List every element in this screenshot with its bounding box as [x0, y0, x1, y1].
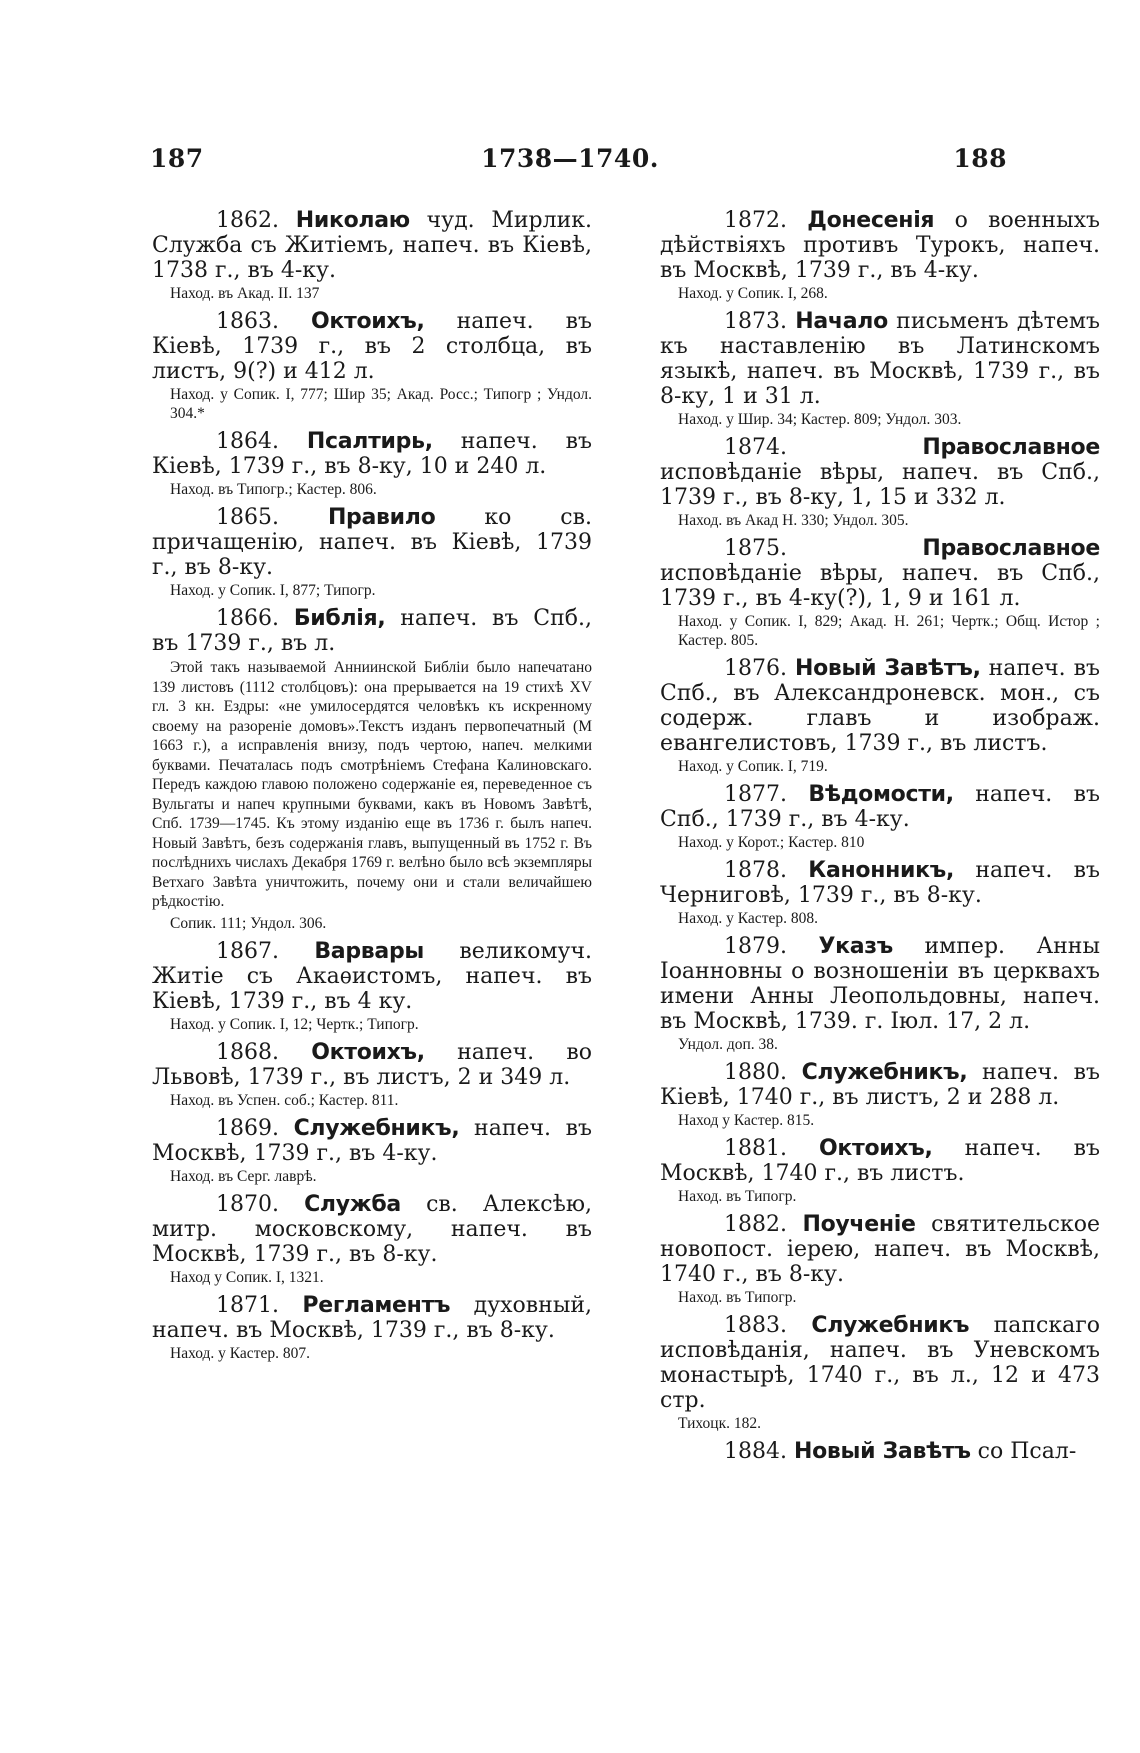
entry-number: 1865. [216, 505, 279, 530]
catalog-entry [660, 309, 1100, 429]
catalog-entry [660, 1136, 1100, 1206]
entry-description: Этой такъ называемой Анниинской Библіи было напечатано 139 листовъ (1112 столбцовъ): она прерывается на 19 стихѣ XV гл. 3 кн. Ездры: «не умилосердятся человѣкъ къ искренному своему на разореніе домовъ».Текстъ изданъ первопечатный (М 1663 г.), а исправленія внизу, подъ чертою, напеч. мелкими буквами. Печаталась подъ смотрѣніемъ Стефана Калиновскаго. Передъ каждою главою положено содержаніе ея, переведенное съ Вульгаты и напеч крупными буквами, какъ въ Новомъ Завѣтѣ, Спб. 1739—1745. Къ этому изданію еще въ 1736 г. былъ напеч. Новый Завѣтъ, безъ содержанія главъ, выпущенный въ 1752 г. Въ послѣднихъ числахъ Декабря 1769 г. велѣно было всѣ экземпляры Ветхаго Завѣта уничтожить, почему они и стали величайшею рѣдкостію. [152, 659, 592, 910]
catalog-entry [152, 1116, 592, 1186]
entry-number: 1871. [216, 1292, 279, 1318]
catalog-entry [152, 505, 592, 600]
entry-location-note: Наход. въ Успен. соб.; Кастер. 811. [170, 1091, 399, 1109]
entry-main-text [660, 934, 1100, 1034]
catalog-entry [660, 435, 1100, 530]
entry-title: Вѣдомости, [808, 782, 954, 807]
entry-title: Служба [304, 1191, 401, 1217]
entry-title: Октоихъ, [311, 309, 425, 334]
entry-location-note: Наход у Сопик. I, 1321. [170, 1268, 324, 1286]
entry-number: 1875. [724, 536, 787, 561]
catalog-entry [152, 606, 592, 933]
entry-title: Указъ [818, 934, 894, 959]
entry-text: о военныхъ дѣйствіяхъ противъ Турокъ, напеч. въ Москвѣ, 1739 г., въ 4-ку. [660, 208, 1101, 283]
entry-main-text [152, 606, 592, 656]
entry-location-note: Ундол. доп. 38. [678, 1036, 778, 1053]
right-column [660, 208, 1100, 1470]
entry-text: духовный, напеч. въ Москвѣ, 1739 г., въ 8-ку. [152, 1292, 592, 1343]
entry-number: 1870. [216, 1191, 279, 1217]
entry-main-text [660, 656, 1100, 756]
catalog-entry [152, 1192, 592, 1287]
entry-number: 1867. [216, 938, 279, 964]
entry-title: Октоихъ, [311, 1039, 425, 1065]
entry-location-note: Наход. у Шир. 34; Кастер. 809; Ундол. 303. [678, 411, 962, 428]
entry-title: Поученіе [802, 1212, 916, 1237]
entry-number: 1869. [216, 1115, 279, 1141]
entry-main-text [152, 1293, 592, 1343]
entry-text: напеч. въ Спб., 1739 г., въ 4-ку. [660, 782, 1100, 832]
entry-location-note: Наход. въ Типогр. [678, 1188, 797, 1205]
entry-main-text [660, 435, 1100, 510]
entry-number: 1883. [724, 1313, 787, 1338]
entry-number: 1881. [724, 1136, 787, 1161]
catalog-entry [660, 1212, 1100, 1307]
entry-text: напеч. въ Спб., въ Александроневск. мон., съ содерж. главъ и изображ. евангелистовъ, 1739 г., въ листъ. [660, 656, 1100, 756]
entry-number: 1868. [216, 1039, 279, 1065]
entry-text: напеч. въ Кіевѣ, 1739 г., въ 2 столбца, въ листъ, 9(?) и 412 л. [152, 309, 592, 384]
entry-text: импер. Анны Іоанновны о возношеніи въ церквахъ имени Анны Леопольдовны, напеч. въ Москвѣ, 1739. г. Іюл. 17, 2 л. [660, 934, 1100, 1034]
entry-location-note: Наход. у Кастер. 807. [170, 1344, 310, 1362]
entry-text: исповѣданіе вѣры, напеч. въ Спб., 1739 г., въ 4-ку(?), 1, 9 и 161 л. [660, 561, 1100, 611]
catalog-entry [660, 934, 1100, 1054]
entry-text: папскаго исповѣданія, напеч. въ Уневскомъ монастырѣ, 1740 г., въ л., 12 и 473 стр. [660, 1313, 1100, 1413]
catalog-entry [660, 656, 1100, 776]
entry-location-note: Сопик. 111; Ундол. 306. [170, 914, 327, 932]
entry-location-note: Наход. въ Типогр. [678, 1289, 797, 1306]
entry-location-note: Наход. въ Серг. лаврѣ. [170, 1167, 317, 1185]
entry-main-text [660, 1136, 1100, 1186]
entry-main-text [152, 1192, 592, 1267]
entry-location-note: Наход. у Сопик. I, 829; Акад. Н. 261; Чертк.; Общ. Истор ; Кастер. 805. [678, 613, 1100, 649]
entry-main-text [152, 505, 592, 580]
entry-title: Новый Завѣтъ, [794, 656, 981, 681]
entry-main-text [152, 429, 592, 479]
entry-title: Николаю [295, 208, 410, 233]
entry-text: ко св. причащенію, напеч. въ Кіевѣ, 1739 г., въ 8-ку. [152, 505, 592, 580]
entry-text: великомуч. Житіе съ Акаѳистомъ, напеч. въ Кіевѣ, 1739 г., въ 4 ку. [152, 938, 592, 1014]
entry-text: напеч. въ Кіевѣ, 1739 г., въ 8-ку, 10 и 240 л. [152, 429, 592, 479]
catalog-entry [660, 1060, 1100, 1130]
entry-location-note: Наход. у Сопик. I, 719. [678, 758, 828, 775]
entry-title: Православное [922, 435, 1100, 460]
entry-location-note: Наход. у Сопик. I, 12; Чертк.; Типогр. [170, 1015, 419, 1033]
entry-location-note: Наход. въ Акад Н. 330; Ундол. 305. [678, 512, 909, 529]
entry-number: 1884. [724, 1439, 787, 1464]
entry-location-note: Наход. у Сопик. I, 268. [678, 285, 828, 302]
catalog-entry [152, 939, 592, 1034]
entry-number: 1866. [216, 606, 279, 631]
entry-location-note: Наход. у Сопик. I, 877; Типогр. [170, 582, 376, 599]
entry-number: 1872. [724, 208, 787, 233]
entry-text: напеч. въ Москвѣ, 1740 г., въ листъ. [660, 1136, 1100, 1186]
entry-title: Регламентъ [302, 1292, 451, 1318]
catalog-entry [660, 536, 1100, 650]
entry-number: 1876. [724, 656, 787, 681]
left-page-number: 187 [150, 144, 204, 173]
catalog-entry [152, 1040, 592, 1110]
entry-title: Канонникъ, [808, 858, 955, 883]
entry-main-text [660, 309, 1100, 409]
catalog-entry [660, 208, 1100, 303]
entry-title: Донесенія [807, 208, 935, 233]
entry-title: Служебникъ [811, 1313, 970, 1338]
entry-title: Правило [327, 505, 436, 530]
entry-text: исповѣданіе вѣры, напеч. въ Спб., 1739 г., въ 8-ку, 1, 15 и 332 л. [660, 460, 1100, 510]
entry-number: 1882. [724, 1212, 787, 1237]
entry-main-text [660, 536, 1100, 611]
entry-title: Псалтирь, [306, 429, 433, 454]
entry-main-text [152, 208, 592, 283]
entry-text: чуд. Мирлик. Служба съ Житіемъ, напеч. въ Кіевѣ, 1738 г., въ 4-ку. [152, 208, 592, 283]
entry-main-text [660, 858, 1100, 908]
right-page-number: 188 [953, 144, 1007, 173]
entry-number: 1863. [216, 309, 279, 334]
entry-main-text [660, 1060, 1100, 1110]
entry-location-note: Наход. въ Типогр.; Кастер. 806. [170, 481, 377, 498]
entry-title: Православное [922, 536, 1100, 561]
entry-text: напеч. въ Москвѣ, 1739 г., въ 4-ку. [152, 1115, 592, 1166]
entry-main-text [152, 1040, 592, 1090]
catalog-entry [660, 1439, 1100, 1464]
entry-main-text [152, 939, 592, 1014]
entry-main-text [152, 309, 592, 384]
entry-number: 1878. [724, 858, 787, 883]
catalog-entry [152, 208, 592, 303]
entry-text: напеч. въ Черниговѣ, 1739 г., въ 8-ку. [660, 858, 1100, 908]
entry-number: 1877. [724, 782, 787, 807]
entry-text: св. Алексѣю, митр. московскому, напеч. въ Москвѣ, 1739 г., въ 8-ку. [152, 1191, 592, 1267]
entry-main-text [660, 1313, 1100, 1413]
entry-location-note: Наход. у Корот.; Кастер. 810 [678, 834, 865, 851]
entry-text: напеч. во Львовѣ, 1739 г., въ листъ, 2 и 349 л. [152, 1039, 592, 1090]
entry-main-text [660, 1439, 1100, 1464]
catalog-entry [152, 1293, 592, 1363]
entry-location-note: Наход у Кастер. 815. [678, 1112, 815, 1129]
entry-location-note: Наход. у Кастер. 808. [678, 910, 818, 927]
entry-title: Октоихъ, [819, 1136, 933, 1161]
entry-main-text [660, 1212, 1100, 1287]
entry-title: Служебникъ, [293, 1115, 460, 1141]
running-header-years: 1738—1740. [481, 144, 659, 173]
entry-main-text [152, 1116, 592, 1166]
entry-number: 1864. [216, 429, 279, 454]
entry-title: Новый Завѣтъ [793, 1439, 971, 1464]
catalog-entry [660, 782, 1100, 852]
entry-number: 1880. [724, 1060, 787, 1085]
entry-title: Варвары [314, 938, 425, 964]
entry-number: 1862. [216, 208, 279, 233]
entry-text: напеч. въ Спб., въ 1739 г., въ л. [152, 606, 592, 656]
entry-location-note: Наход. у Сопик. I, 777; Шир 35; Акад. Росс.; Типогр ; Ундол. 304.* [170, 386, 592, 422]
entry-main-text [660, 782, 1100, 832]
entry-title: Библія, [293, 606, 386, 631]
entry-location-note: Тихоцк. 182. [678, 1415, 761, 1432]
entry-number: 1873. [724, 309, 787, 334]
entry-text: со Псал- [970, 1439, 1077, 1464]
entry-title: Начало [795, 309, 888, 334]
left-column [152, 208, 592, 1369]
entry-text: напеч. въ Кіевѣ, 1740 г., въ листъ, 2 и 288 л. [660, 1060, 1100, 1110]
entry-location-note: Наход. въ Акад. II. 137 [170, 285, 320, 302]
catalog-entry [152, 309, 592, 423]
catalog-entry [152, 429, 592, 499]
entry-main-text [660, 208, 1100, 283]
catalog-entry [660, 1313, 1100, 1433]
entry-text: святительское новопост. іерею, напеч. въ Москвѣ, 1740 г., въ 8-ку. [660, 1212, 1100, 1287]
entry-number: 1874. [724, 435, 787, 460]
entry-title: Служебникъ, [801, 1060, 968, 1085]
entry-number: 1879. [724, 934, 787, 959]
entry-text: письменъ дѣтемъ къ наставленію въ Латинскомъ языкѣ, напеч. въ Москвѣ, 1739 г., въ 8-ку, 1 и 31 л. [660, 309, 1100, 409]
catalog-entry [660, 858, 1100, 928]
